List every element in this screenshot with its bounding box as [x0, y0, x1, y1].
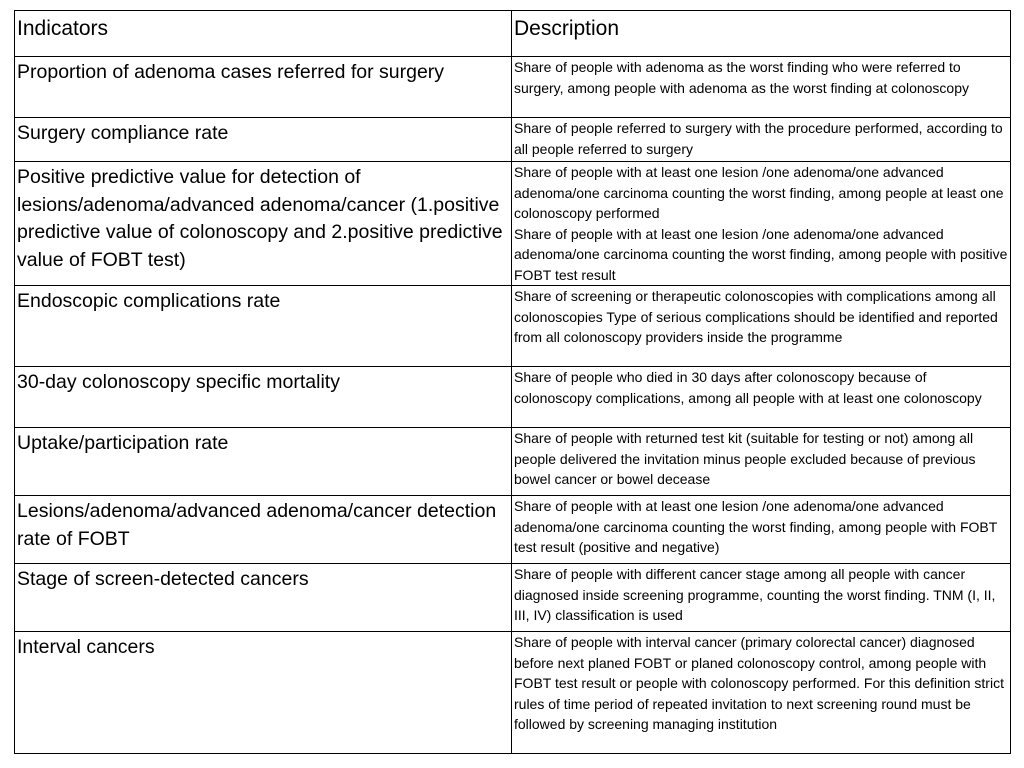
table-row	[15, 428, 1011, 496]
description-part-colonoscopy: Share of people with at least one lesion /one adenoma/one advanced adenoma/one carcinoma counting the worst finding, among people at least one colonoscopy performed	[514, 164, 1004, 221]
description-cell: Share of screening or therapeutic colonoscopies with complications among all colonoscopies Type of serious complications should be identified and reported from all colonoscopy providers inside the programme	[512, 286, 1011, 367]
header-indicators: Indicators	[15, 11, 512, 57]
indicator-cell: Proportion of adenoma cases referred for surgery	[15, 57, 512, 118]
indicator-cell: 30-day colonoscopy specific mortality	[15, 367, 512, 428]
description-part-fobt: Share of people with at least one lesion /one adenoma/one advanced adenoma/one carcinoma counting the worst finding, among people with positive FOBT test result	[514, 225, 1008, 283]
header-description: Description	[512, 11, 1011, 57]
table-row	[15, 496, 1011, 564]
description-cell	[512, 162, 1011, 286]
description-cell: Share of people with adenoma as the worst finding who were referred to surgery, among people with adenoma as the worst finding at colonoscopy	[512, 57, 1011, 118]
indicator-cell: Surgery compliance rate	[15, 118, 512, 162]
description-cell: Share of people who died in 30 days after colonoscopy because of colonoscopy complications, among all people with at least one colonoscopy	[512, 367, 1011, 428]
indicator-cell: Endoscopic complications rate	[15, 286, 512, 367]
indicators-table	[14, 10, 1011, 754]
description-cell: Share of people with different cancer stage among all people with cancer diagnosed inside screening programme, counting the worst finding. TNM (I, II, III, IV) classification is used	[512, 564, 1011, 632]
description-cell: Share of people referred to surgery with the procedure performed, according to all people referred to surgery	[512, 118, 1011, 162]
indicator-cell: Stage of screen-detected cancers	[15, 564, 512, 632]
table-row	[15, 632, 1011, 754]
table-row	[15, 286, 1011, 367]
indicator-cell: Interval cancers	[15, 632, 512, 754]
description-cell: Share of people with returned test kit (suitable for testing or not) among all people delivered the invitation minus people excluded because of previous bowel cancer or bowel decease	[512, 428, 1011, 496]
indicator-cell: Positive predictive value for detection of lesions/adenoma/advanced adenoma/cancer (1.positive predictive value of colonoscopy and 2.positive predictive value of FOBT test)	[15, 162, 512, 286]
table-row	[15, 162, 1011, 286]
table-header-row	[15, 11, 1011, 57]
indicator-cell: Lesions/adenoma/advanced adenoma/cancer detection rate of FOBT	[15, 496, 512, 564]
description-cell: Share of people with interval cancer (primary colorectal cancer) diagnosed before next planed FOBT or planed colonoscopy control, among people with FOBT test result or people with colonoscopy performed. For this definition strict rules of time period of repeated invitation to next screening round must be followed by screening managing institution	[512, 632, 1011, 754]
indicator-cell: Uptake/participation rate	[15, 428, 512, 496]
table-row	[15, 564, 1011, 632]
table-row	[15, 118, 1011, 162]
description-cell: Share of people with at least one lesion /one adenoma/one advanced adenoma/one carcinoma counting the worst finding, among people with FOBT test result (positive and negative)	[512, 496, 1011, 564]
table-row	[15, 57, 1011, 118]
table-row	[15, 367, 1011, 428]
